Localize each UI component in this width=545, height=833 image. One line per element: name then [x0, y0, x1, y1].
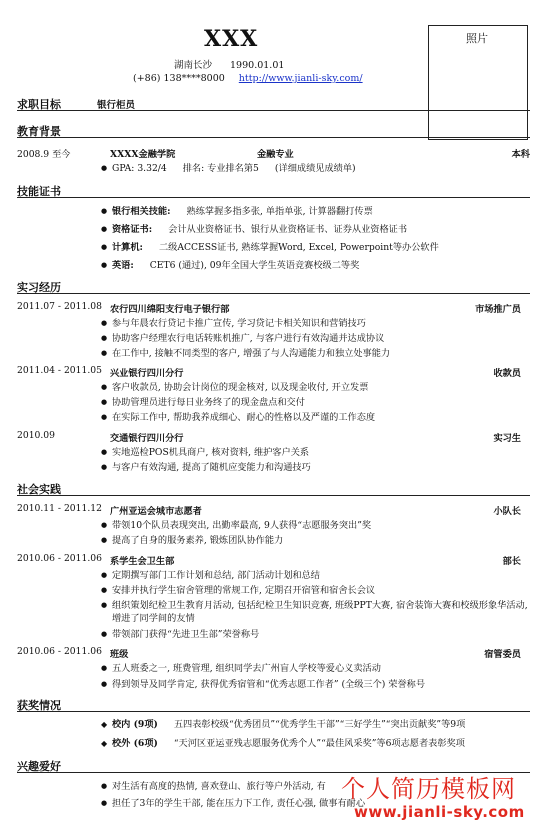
list-item: ● 参与年晨农行贷记卡推广宣传, 学习贷记卡相关知识和营销技巧 [101, 317, 529, 330]
award-item: ◆ 校外 (6项) “天河区亚运亚残志愿服务优秀个人”“最佳风采奖”等6项志愿者表彰奖项 [101, 737, 529, 750]
section-title: 社会实践 [17, 483, 61, 496]
list-item: ● 带领部门获得“先进卫生部”荣誉称号 [101, 628, 529, 641]
location: 湖南长沙 [174, 60, 213, 71]
social-row: 2010.06 - 2011.06 班级 宿管委员 [17, 646, 521, 660]
skill-item: ● 英语: CET6 (通过), 09年全国大学生英语竞赛校级二等奖 [101, 259, 529, 272]
list-item: ● 安排并执行学生宿舍管理的常规工作, 定期召开宿管和宿舍长会议 [101, 584, 529, 597]
skill-item: ● 计算机: 二级ACCESS证书, 熟练掌握Word, Excel, Powerpoint等办公软件 [101, 241, 529, 254]
edu-date: 2008.9 至今 [17, 149, 71, 160]
list-item: ● 组织策划纪检卫生教育月活动, 包括纪检卫生知识竞赛, 班级PPT大赛, 宿舍装饰大赛和校级形象华活动, 增进了同学间的友情 [101, 599, 529, 625]
list-item: ● 对生活有高度的热情, 喜欢登山、旅行等户外活动, 有 [101, 780, 529, 793]
section-skills [17, 182, 530, 198]
objective-value: 银行柜员 [97, 100, 136, 111]
internship-row: 2010.09 交通银行四川分行 实习生 [17, 430, 521, 444]
website-link[interactable]: http://www.jianli-sky.com/ [238, 73, 363, 84]
section-education [17, 122, 530, 138]
internship-row: 2011.04 - 2011.05 兴业银行四川分行 收款员 [17, 365, 521, 379]
social-row: 2010.11 - 2011.12 广州亚运会城市志愿者 小队长 [17, 503, 521, 517]
section-title: 求职目标 [17, 98, 61, 111]
list-item: ● 协助管理员进行每日业务终了的现金盘点和交付 [101, 396, 529, 409]
list-item: ● 客户收款员, 协助会计岗位的现金核对, 以及现金收付, 开立发票 [101, 381, 529, 394]
contact-line-1 [174, 57, 284, 71]
watermark-url: www.jianli-sky.com [354, 803, 525, 821]
section-social [17, 480, 530, 496]
gpa: GPA: 3.32/4 [112, 163, 167, 174]
list-item: ● 带领10个队员表现突出, 出勤率最高, 9人获得“志愿服务突出”奖 [101, 519, 529, 532]
internship-row: 2011.07 - 2011.08 农行四川绵阳支行电子银行部 市场推广员 [17, 301, 521, 315]
contact-line-2 [133, 73, 363, 84]
list-item: ● 与客户有效沟通, 提高了随机应变能力和沟通技巧 [101, 461, 529, 474]
list-item: ● 定期撰写部门工作计划和总结, 部门活动计划和总结 [101, 569, 529, 582]
award-item: ◆ 校内 (9项) 五四表彰校级“优秀团员”“优秀学生干部”“三好学生”“突出贡献奖”等9项 [101, 718, 529, 731]
list-item: ● 得到领导及同学肯定, 获得优秀宿管和“优秀志愿工作者” (全级三个) 荣誉称号 [101, 678, 529, 691]
section-objective [17, 95, 530, 111]
social-row: 2010.06 - 2011.06 系学生会卫生部 部长 [17, 553, 521, 567]
skill-item: ● 银行相关技能: 熟练掌握多指多张, 单指单张, 计算器翻打传票 [101, 205, 529, 218]
school-name: XXXX金融学院 [110, 149, 176, 160]
section-title: 实习经历 [17, 281, 61, 294]
photo-label: 照片 [466, 32, 488, 45]
section-title: 技能证书 [17, 185, 61, 198]
edu-detail [101, 162, 529, 175]
major: 金融专业 [257, 149, 294, 160]
list-item: ● 在实际工作中, 帮助我养成细心、耐心的性格以及严谨的工作态度 [101, 411, 529, 424]
list-item: ● 担任了3年的学生干部, 能在压力下工作, 责任心强, 做事有耐心 [101, 797, 529, 810]
rank: 排名: 专业排名第5 [182, 163, 259, 174]
section-internships [17, 278, 530, 294]
degree: 本科 [511, 149, 530, 160]
list-item: ● 在工作中, 接触不同类型的客户, 增强了与人沟通能力和独立处事能力 [101, 347, 529, 360]
list-item: ● 实地巡检POS机具商户, 核对资料, 维护客户关系 [101, 446, 529, 459]
list-item: ● 提高了自身的服务素养, 锻炼团队协作能力 [101, 534, 529, 547]
section-title: 获奖情况 [17, 699, 61, 712]
date-of-birth: 1990.01.01 [230, 60, 285, 71]
skill-item: ● 资格证书: 会计从业资格证书、银行从业资格证书、证券从业资格证书 [101, 223, 529, 236]
education-row [17, 146, 530, 159]
candidate-name: XXX [204, 26, 259, 52]
phone: (+86) 138****8000 [133, 73, 225, 84]
list-item: ● 协助客户经理农行电话转账机推广, 与客户进行有效沟通并达成协议 [101, 332, 529, 345]
section-title: 教育背景 [17, 125, 61, 138]
transcript-note: (详细成绩见成绩单) [274, 163, 356, 174]
watermark-title: 个人简历模板网 [341, 775, 516, 803]
section-awards [17, 696, 530, 712]
section-title: 兴趣爱好 [17, 760, 61, 773]
list-item: ● 五人班委之一, 班费管理, 组织同学去广州盲人学校等爱心义卖活动 [101, 662, 529, 675]
